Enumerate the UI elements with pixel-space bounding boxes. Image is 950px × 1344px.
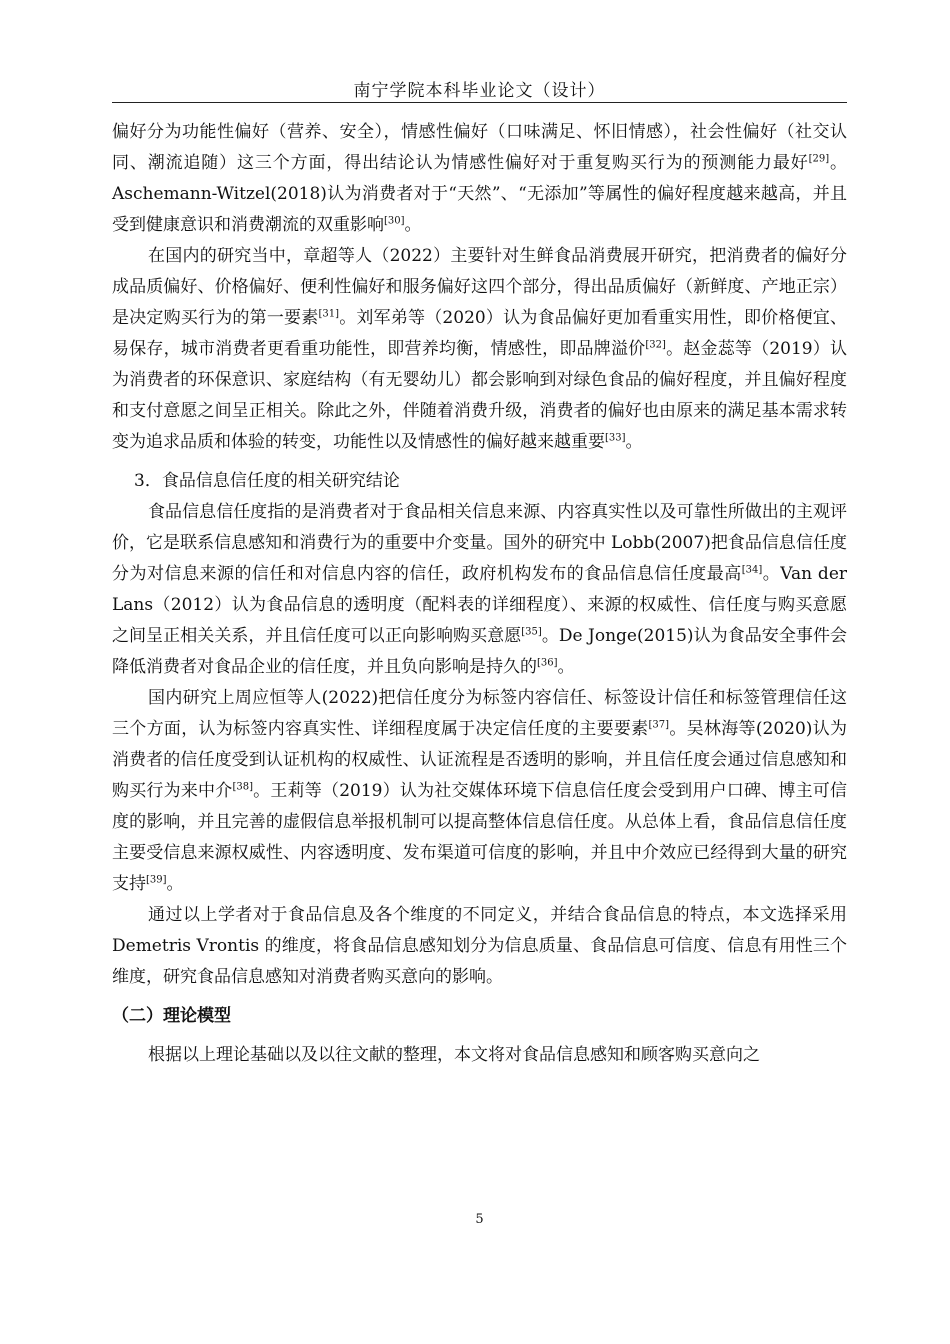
paragraph-2: 在国内的研究当中，章超等人（2022）主要针对生鲜食品消费展开研究，把消费者的偏好分成品质偏好、价格偏好、便利性偏好和服务偏好这四个部分，得出品质偏好（新鲜度、产地正宗）是决定购买行为的第一要素[31]。刘军弟等（2020）认为食品偏好更加看重实用性，即价格便宜、易保存，城市消费者更看重功能性，即营养均衡，情感性，即品牌溢价[32]。赵金蕊等（2019）认为消费者的环保意识、家庭结构（有无婴幼儿）都会影响到对绿色食品的偏好程度，并且偏好程度和支付意愿之间呈正相关。除此之外，伴随着消费升级，消费者的偏好也由原来的满足基本需求转变为追求品质和体验的转变，功能性以及情感性的偏好越来越重要[33]。	[112, 246, 848, 452]
page-number: 5	[475, 1212, 484, 1227]
citation: [37]	[648, 719, 670, 731]
paragraph-4: 国内研究上周应恒等人(2022)把信任度分为标签内容信任、标签设计信任和标签管理信任这三个方面，认为标签内容真实性、详细程度属于决定信任度的主要要素[37]。吴林海等(2020)认为消费者的信任度受到认证机构的权威性、认证流程是否透明的影响，并且信任度会通过信息感知和购买行为来中介[38]。王莉等（2019）认为社交媒体环境下信息信任度会受到用户口碑、博主可信度的影响，并且完善的虚假信息举报机制可以提高整体信息信任度。从总体上看，食品信息信任度主要受信息来源权威性、内容透明度、发布渠道可信度的影响，并且中介效应已经得到大量的研究支持[39]。	[112, 688, 848, 894]
paragraph-1: 偏好分为功能性偏好（营养、安全），情感性偏好（口味满足、怀旧情感），社会性偏好（社交认同、潮流追随）这三个方面，得出结论认为情感性偏好对于重复购买行为的预测能力最好[29]。Aschemann-Witzel(2018)认为消费者对于“天然”、“无添加”等属性的偏好程度越来越高，并且受到健康意识和消费潮流的双重影响[30]。	[112, 122, 848, 235]
citation: [32]	[645, 339, 666, 351]
citation: [35]	[521, 626, 542, 638]
section-heading: （二）理论模型	[112, 1006, 231, 1026]
paragraph-3: 食品信息信任度指的是消费者对于食品相关信息来源、内容真实性以及可靠性所做出的主观评价，它是联系信息感知和消费行为的重要中介变量。国外的研究中 Lobb(2007)把食品信息信任度分为对信息来源的信任和对信息内容的信任，政府机构发布的食品信息信任度最高[34]。Van der Lans（2012）认为食品信息的透明度（配料表的详细程度）、来源的权威性、信任度与购买意愿之间呈正相关关系，并且信任度可以正向影响购买意愿[35]。De Jonge(2015)认为食品安全事件会降低消费者对食品企业的信任度，并且负向影响是持久的[36]。	[112, 502, 847, 677]
citation: [30]	[384, 215, 405, 227]
citation: [36]	[537, 657, 558, 669]
body-text	[112, 117, 847, 1071]
page-header: 南宁学院本科毕业论文（设计）	[353, 81, 606, 101]
citation: [31]	[318, 308, 339, 320]
header-rule	[112, 102, 847, 103]
paragraph-6: 根据以上理论基础以及以往文献的整理，本文将对食品信息感知和顾客购买意向之	[148, 1045, 760, 1065]
subheading: 3．食品信息信任度的相关研究结论	[134, 471, 400, 491]
citation: [29]	[808, 153, 830, 165]
citation: [34]	[741, 564, 763, 576]
citation: [33]	[605, 432, 626, 444]
citation: [39]	[146, 874, 167, 886]
paragraph-5: 通过以上学者对于食品信息及各个维度的不同定义，并结合食品信息的特点，本文选择采用 Demetris Vrontis 的维度，将食品信息感知划分为信息质量、食品信息可信度、信息有用性三个维度，研究食品信息感知对消费者购买意向的影响。	[112, 905, 847, 987]
citation: [38]	[232, 781, 253, 793]
